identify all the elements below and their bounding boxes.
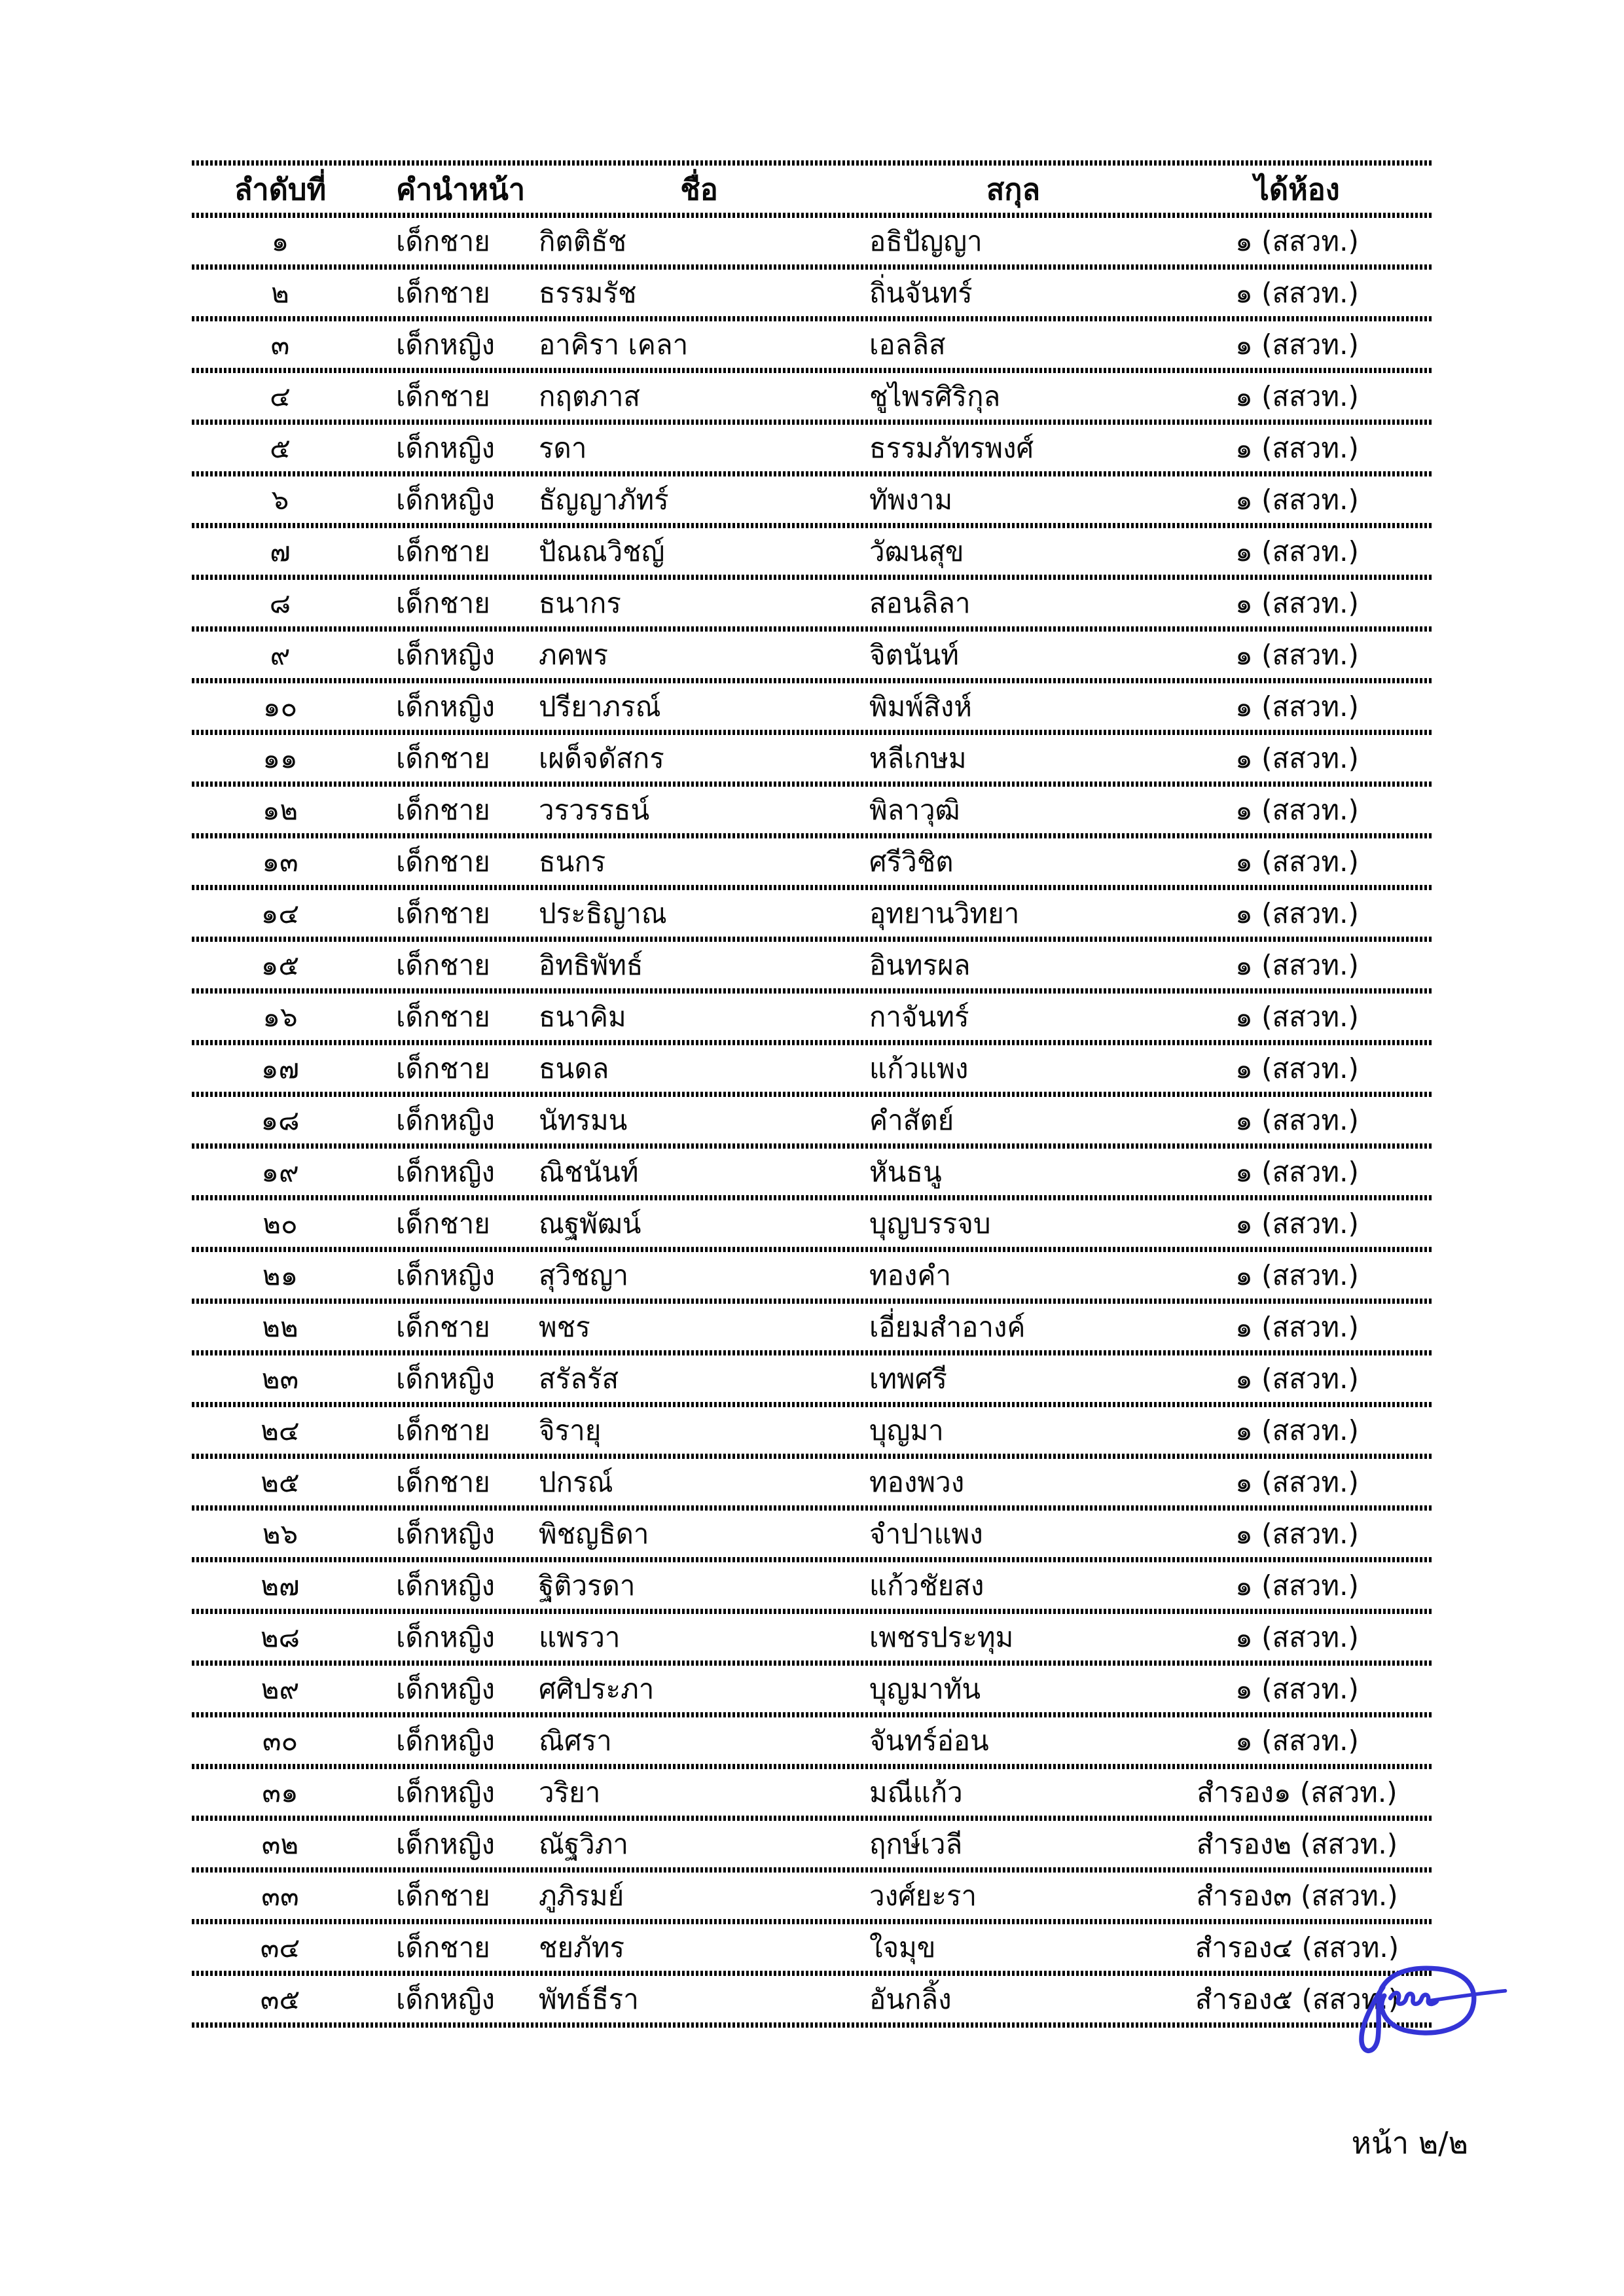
table-row	[192, 425, 1434, 476]
title-prefix-cell: เด็กหญิง	[396, 483, 496, 516]
assigned-room-cell: ๑ (สสวท.)	[1235, 380, 1359, 412]
surname-cell: วงศ์ยะรา	[869, 1879, 977, 1912]
table-row	[192, 735, 1434, 787]
surname-cell: จำปาแพง	[869, 1517, 983, 1550]
table-row	[192, 890, 1434, 942]
first-name-cell: พัทธ์ธีรา	[539, 1982, 639, 2015]
title-prefix-cell: เด็กหญิง	[396, 1776, 496, 1808]
first-name-cell: ณิศรา	[539, 1724, 612, 1757]
table-row	[192, 1355, 1434, 1407]
surname-cell: วัฒนสุข	[869, 535, 964, 567]
first-name-cell: วรวรรธน์	[539, 793, 650, 826]
order-number-cell: ๓๔	[260, 1931, 300, 1964]
surname-cell: จันทร์อ่อน	[869, 1724, 989, 1757]
order-number-cell: ๑๓	[262, 845, 298, 878]
title-prefix-cell: เด็กชาย	[396, 1310, 490, 1343]
row-divider	[192, 1402, 1434, 1407]
order-number-cell: ๑	[271, 224, 289, 257]
title-prefix-cell: เด็กชาย	[396, 948, 490, 981]
row-divider	[192, 1092, 1434, 1097]
header-surname: สกุล	[986, 171, 1041, 207]
student-table	[192, 160, 1434, 2028]
row-divider	[192, 1712, 1434, 1717]
assigned-room-cell: ๑ (สสวท.)	[1235, 1155, 1359, 1188]
title-prefix-cell: เด็กชาย	[396, 1052, 490, 1085]
order-number-cell: ๙	[270, 638, 291, 671]
header-order-number: ลำดับที่	[234, 171, 327, 207]
table-row	[192, 218, 1434, 270]
row-divider	[192, 316, 1434, 321]
table-row	[192, 942, 1434, 994]
table-row	[192, 1821, 1434, 1873]
table-row	[192, 632, 1434, 683]
assigned-room-cell: สำรอง๒ (สสวท.)	[1196, 1827, 1398, 1860]
title-prefix-cell: เด็กชาย	[396, 742, 490, 774]
assigned-room-cell: ๑ (สสวท.)	[1235, 1517, 1359, 1550]
first-name-cell: ชยภัทร	[539, 1931, 625, 1964]
title-prefix-cell: เด็กหญิง	[396, 1362, 496, 1395]
order-number-cell: ๑๙	[261, 1155, 299, 1188]
title-prefix-cell: เด็กชาย	[396, 586, 490, 619]
first-name-cell: ปกรณ์	[539, 1465, 613, 1498]
assigned-room-cell: สำรอง๑ (สสวท.)	[1197, 1776, 1398, 1808]
surname-cell: ชูไพรศิริกุล	[869, 380, 1001, 412]
title-prefix-cell: เด็กหญิง	[396, 1982, 496, 2015]
first-name-cell: กิตติธัช	[539, 224, 627, 257]
row-divider	[192, 1350, 1434, 1355]
assigned-room-cell: สำรอง๕ (สสวท.)	[1195, 1982, 1399, 2015]
header-title-prefix: คำนำหน้า	[396, 171, 526, 207]
table-header-row	[192, 166, 1434, 218]
surname-cell: แก้วแพง	[869, 1052, 969, 1085]
row-divider	[192, 1247, 1434, 1252]
table-row	[192, 1976, 1434, 2028]
assigned-room-cell: ๑ (สสวท.)	[1235, 1000, 1359, 1033]
surname-cell: พิลาวุฒิ	[869, 793, 960, 826]
surname-cell: จิตนันท์	[869, 638, 959, 671]
row-divider	[192, 730, 1434, 735]
title-prefix-cell: เด็กชาย	[396, 897, 490, 929]
table-row	[192, 994, 1434, 1045]
title-prefix-cell: เด็กหญิง	[396, 690, 496, 723]
table-row	[192, 321, 1434, 373]
order-number-cell: ๓๓	[261, 1879, 299, 1912]
title-prefix-cell: เด็กหญิง	[396, 1672, 496, 1705]
order-number-cell: ๕	[270, 431, 291, 464]
row-divider	[192, 368, 1434, 373]
title-prefix-cell: เด็กหญิง	[396, 1724, 496, 1757]
assigned-room-cell: ๑ (สสวท.)	[1235, 845, 1359, 878]
surname-cell: บุญบรรจบ	[869, 1207, 991, 1240]
row-divider	[192, 885, 1434, 890]
assigned-room-cell: ๑ (สสวท.)	[1235, 1052, 1359, 1085]
table-row	[192, 1407, 1434, 1459]
surname-cell: ทัพงาม	[869, 483, 953, 516]
row-divider	[192, 1299, 1434, 1304]
assigned-room-cell: ๑ (สสวท.)	[1235, 1569, 1359, 1602]
first-name-cell: สรัลรัส	[539, 1362, 619, 1395]
row-divider	[192, 678, 1434, 683]
table-row	[192, 1562, 1434, 1614]
assigned-room-cell: ๑ (สสวท.)	[1235, 948, 1359, 981]
surname-cell: คำสัตย์	[869, 1103, 954, 1136]
row-divider	[192, 937, 1434, 942]
table-row	[192, 1097, 1434, 1149]
table-row	[192, 1459, 1434, 1511]
surname-cell: ใจมุข	[869, 1931, 936, 1964]
table-row	[192, 787, 1434, 838]
surname-cell: เทพศรี	[869, 1362, 947, 1395]
order-number-cell: ๑๘	[261, 1103, 300, 1136]
title-prefix-cell: เด็กชาย	[396, 276, 490, 309]
surname-cell: บุญมา	[869, 1414, 944, 1446]
title-prefix-cell: เด็กชาย	[396, 845, 490, 878]
first-name-cell: วริยา	[539, 1776, 601, 1808]
first-name-cell: ปัณณวิชญ์	[539, 535, 665, 567]
surname-cell: ฤกษ์เวลี	[869, 1827, 963, 1860]
title-prefix-cell: เด็กหญิง	[396, 1155, 496, 1188]
first-name-cell: ธัญญาภัทร์	[539, 483, 669, 516]
page-number: หน้า ๒/๒	[1351, 2125, 1468, 2161]
table-row	[192, 838, 1434, 890]
row-divider	[192, 1867, 1434, 1873]
surname-cell: ศรีวิชิต	[869, 845, 954, 878]
assigned-room-cell: สำรอง๓ (สสวท.)	[1196, 1879, 1398, 1912]
row-divider	[192, 523, 1434, 528]
surname-cell: กาจันทร์	[869, 1000, 969, 1033]
first-name-cell: พชร	[539, 1310, 590, 1343]
surname-cell: อุทยานวิทยา	[869, 897, 1020, 929]
first-name-cell: ณิชนันท์	[539, 1155, 639, 1188]
assigned-room-cell: ๑ (สสวท.)	[1235, 897, 1359, 929]
first-name-cell: รดา	[539, 431, 587, 464]
first-name-cell: ประธิญาณ	[539, 897, 667, 929]
first-name-cell: ธนดล	[539, 1052, 609, 1085]
first-name-cell: ธนกร	[539, 845, 606, 878]
title-prefix-cell: เด็กชาย	[396, 535, 490, 567]
row-divider	[192, 1143, 1434, 1149]
first-name-cell: เผด็จดัสกร	[539, 742, 664, 774]
surname-cell: ธรรมภัทรพงศ์	[869, 431, 1034, 464]
title-prefix-cell: เด็กชาย	[396, 1931, 490, 1964]
surname-cell: พิมพ์สิงห์	[869, 690, 972, 723]
surname-cell: เอี่ยมสำอางค์	[869, 1310, 1026, 1343]
title-prefix-cell: เด็กชาย	[396, 380, 490, 412]
table-row	[192, 1873, 1434, 1924]
order-number-cell: ๒๔	[261, 1414, 300, 1446]
order-number-cell: ๓๕	[260, 1982, 300, 2015]
table-row	[192, 1769, 1434, 1821]
surname-cell: แก้วชัยสง	[869, 1569, 984, 1602]
assigned-room-cell: ๑ (สสวท.)	[1235, 742, 1359, 774]
header-assigned-room: ได้ห้อง	[1254, 171, 1340, 207]
row-divider	[192, 213, 1434, 218]
assigned-room-cell: ๑ (สสวท.)	[1235, 483, 1359, 516]
row-divider	[192, 2022, 1434, 2028]
order-number-cell: ๒๓	[261, 1362, 299, 1395]
assigned-room-cell: สำรอง๔ (สสวท.)	[1195, 1931, 1399, 1964]
surname-cell: ถิ่นจันทร์	[869, 276, 973, 309]
assigned-room-cell: ๑ (สสวท.)	[1235, 690, 1359, 723]
first-name-cell: ธรรมรัช	[539, 276, 637, 309]
order-number-cell: ๒๐	[262, 1207, 298, 1240]
title-prefix-cell: เด็กชาย	[396, 1879, 490, 1912]
table-row	[192, 1304, 1434, 1355]
title-prefix-cell: เด็กหญิง	[396, 1103, 496, 1136]
first-name-cell: ธนาคิม	[539, 1000, 626, 1033]
assigned-room-cell: ๑ (สสวท.)	[1235, 793, 1359, 826]
title-prefix-cell: เด็กหญิง	[396, 1259, 496, 1291]
table-row	[192, 476, 1434, 528]
assigned-room-cell: ๑ (สสวท.)	[1235, 328, 1359, 361]
assigned-room-cell: ๑ (สสวท.)	[1235, 586, 1359, 619]
assigned-room-cell: ๑ (สสวท.)	[1235, 431, 1359, 464]
table-row	[192, 1200, 1434, 1252]
surname-cell: หันธนู	[869, 1155, 942, 1188]
assigned-room-cell: ๑ (สสวท.)	[1235, 638, 1359, 671]
title-prefix-cell: เด็กหญิง	[396, 1621, 496, 1653]
row-divider	[192, 1557, 1434, 1562]
table-row	[192, 270, 1434, 321]
row-divider	[192, 1919, 1434, 1924]
first-name-cell: กฤตภาส	[539, 380, 641, 412]
assigned-room-cell: ๑ (สสวท.)	[1235, 1207, 1359, 1240]
order-number-cell: ๓๑	[262, 1776, 298, 1808]
assigned-room-cell: ๑ (สสวท.)	[1235, 1414, 1359, 1446]
row-divider	[192, 1195, 1434, 1200]
surname-cell: บุญมาทัน	[869, 1672, 981, 1705]
first-name-cell: ธนากร	[539, 586, 621, 619]
first-name-cell: ฐิติวรดา	[539, 1569, 636, 1602]
surname-cell: สอนลิลา	[869, 586, 971, 619]
order-number-cell: ๑๖	[262, 1000, 298, 1033]
order-number-cell: ๑๗	[261, 1052, 300, 1085]
order-number-cell: ๓๒	[261, 1827, 299, 1860]
row-divider	[192, 988, 1434, 994]
order-number-cell: ๓	[270, 328, 290, 361]
order-number-cell: ๖	[271, 483, 289, 516]
order-number-cell: ๒๑	[262, 1259, 298, 1291]
table-row	[192, 1924, 1434, 1976]
order-number-cell: ๑๑	[262, 742, 298, 774]
assigned-room-cell: ๑ (สสวท.)	[1235, 276, 1359, 309]
title-prefix-cell: เด็กชาย	[396, 1465, 490, 1498]
order-number-cell: ๑๐	[262, 690, 298, 723]
title-prefix-cell: เด็กหญิง	[396, 1569, 496, 1602]
first-name-cell: ปรียาภรณ์	[539, 690, 661, 723]
order-number-cell: ๒๖	[262, 1517, 298, 1550]
surname-cell: อันกลิ้ง	[869, 1982, 952, 2015]
title-prefix-cell: เด็กชาย	[396, 224, 490, 257]
table-row	[192, 528, 1434, 580]
table-row	[192, 1614, 1434, 1666]
order-number-cell: ๒๒	[262, 1310, 298, 1343]
row-divider	[192, 1971, 1434, 1976]
title-prefix-cell: เด็กชาย	[396, 1000, 490, 1033]
table-top-border	[192, 160, 1434, 166]
order-number-cell: ๗	[270, 535, 291, 567]
surname-cell: ทองพวง	[869, 1465, 965, 1498]
surname-cell: หลีเกษม	[869, 742, 967, 774]
order-number-cell: ๑๒	[262, 793, 298, 826]
row-divider	[192, 626, 1434, 632]
table-row	[192, 1511, 1434, 1562]
first-name-cell: ภูภิรมย์	[539, 1879, 624, 1912]
row-divider	[192, 833, 1434, 838]
title-prefix-cell: เด็กชาย	[396, 793, 490, 826]
assigned-room-cell: ๑ (สสวท.)	[1235, 1465, 1359, 1498]
first-name-cell: อิทธิพัทธ์	[539, 948, 643, 981]
surname-cell: มณีแก้ว	[869, 1776, 963, 1808]
order-number-cell: ๒๗	[261, 1569, 300, 1602]
table-row	[192, 1666, 1434, 1717]
order-number-cell: ๑๔	[261, 897, 300, 929]
order-number-cell: ๒๕	[261, 1465, 300, 1498]
table-row	[192, 1149, 1434, 1200]
assigned-room-cell: ๑ (สสวท.)	[1235, 224, 1359, 257]
table-row	[192, 580, 1434, 632]
assigned-room-cell: ๑ (สสวท.)	[1235, 1310, 1359, 1343]
first-name-cell: ภคพร	[539, 638, 609, 671]
first-name-cell: แพรวา	[539, 1621, 621, 1653]
assigned-room-cell: ๑ (สสวท.)	[1235, 1621, 1359, 1653]
first-name-cell: นัทรมน	[539, 1103, 628, 1136]
assigned-room-cell: ๑ (สสวท.)	[1235, 1362, 1359, 1395]
row-divider	[192, 1040, 1434, 1045]
surname-cell: เอลลิส	[869, 328, 946, 361]
surname-cell: อินทรผล	[869, 948, 971, 981]
order-number-cell: ๑๕	[261, 948, 300, 981]
surname-cell: ทองคำ	[869, 1259, 952, 1291]
header-first-name: ชื่อ	[680, 171, 718, 207]
row-divider	[192, 471, 1434, 476]
first-name-cell: พิชญธิดา	[539, 1517, 649, 1550]
row-divider	[192, 575, 1434, 580]
first-name-cell: จิรายุ	[539, 1414, 602, 1446]
row-divider	[192, 1505, 1434, 1511]
first-name-cell: ณัฐวิภา	[539, 1827, 628, 1860]
title-prefix-cell: เด็กหญิง	[396, 328, 496, 361]
title-prefix-cell: เด็กหญิง	[396, 431, 496, 464]
row-divider	[192, 1816, 1434, 1821]
row-divider	[192, 1609, 1434, 1614]
first-name-cell: อาคิรา เคลา	[539, 328, 689, 361]
table-row	[192, 1252, 1434, 1304]
surname-cell: อธิปัญญา	[869, 224, 983, 257]
order-number-cell: ๒๙	[261, 1672, 300, 1705]
table-row	[192, 1717, 1434, 1769]
first-name-cell: ศศิประภา	[539, 1672, 655, 1705]
table-row	[192, 683, 1434, 735]
table-row	[192, 1045, 1434, 1097]
row-divider	[192, 1660, 1434, 1666]
row-divider	[192, 264, 1434, 270]
title-prefix-cell: เด็กหญิง	[396, 1827, 496, 1860]
title-prefix-cell: เด็กหญิง	[396, 638, 496, 671]
assigned-room-cell: ๑ (สสวท.)	[1235, 1724, 1359, 1757]
row-divider	[192, 1764, 1434, 1769]
title-prefix-cell: เด็กชาย	[396, 1207, 490, 1240]
title-prefix-cell: เด็กชาย	[396, 1414, 490, 1446]
order-number-cell: ๒๘	[260, 1621, 300, 1653]
order-number-cell: ๘	[269, 586, 291, 619]
row-divider	[192, 420, 1434, 425]
order-number-cell: ๓๐	[262, 1724, 298, 1757]
table-row	[192, 373, 1434, 425]
first-name-cell: ณฐพัฒน์	[539, 1207, 641, 1240]
surname-cell: เพชรประทุม	[869, 1621, 1014, 1653]
assigned-room-cell: ๑ (สสวท.)	[1235, 1259, 1359, 1291]
assigned-room-cell: ๑ (สสวท.)	[1235, 1672, 1359, 1705]
order-number-cell: ๒	[271, 276, 289, 309]
order-number-cell: ๔	[270, 380, 291, 412]
row-divider	[192, 781, 1434, 787]
row-divider	[192, 1454, 1434, 1459]
assigned-room-cell: ๑ (สสวท.)	[1235, 535, 1359, 567]
first-name-cell: สุวิชญา	[539, 1259, 629, 1291]
title-prefix-cell: เด็กหญิง	[396, 1517, 496, 1550]
assigned-room-cell: ๑ (สสวท.)	[1235, 1103, 1359, 1136]
